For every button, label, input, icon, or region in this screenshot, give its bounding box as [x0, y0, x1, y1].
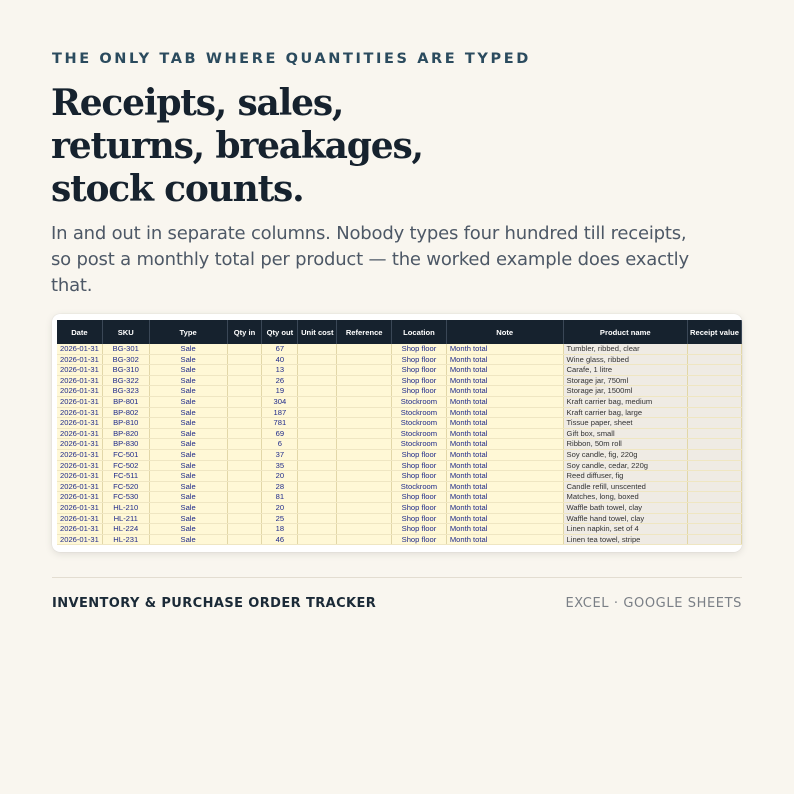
cell-note[interactable]: Month total: [446, 481, 563, 492]
cell-sku[interactable]: HL-210: [102, 502, 149, 513]
cell-unit-cost[interactable]: [298, 513, 337, 524]
cell-date[interactable]: 2026-01-31: [57, 481, 102, 492]
cell-receipt-value[interactable]: [687, 502, 741, 513]
column-header[interactable]: Location: [392, 320, 447, 344]
cell-date[interactable]: 2026-01-31: [57, 449, 102, 460]
table-row: [57, 396, 742, 407]
table-row: [57, 418, 742, 429]
headline-line-1: Receipts, sales,: [51, 82, 344, 124]
cell-unit-cost[interactable]: [298, 449, 337, 460]
cell-product[interactable]: Soy candle, fig, 220g: [563, 449, 687, 460]
cell-qty-in[interactable]: [227, 344, 262, 354]
cell-note[interactable]: Month total: [446, 386, 563, 397]
cell-date[interactable]: 2026-01-31: [57, 471, 102, 482]
cell-reference[interactable]: [337, 428, 392, 439]
cell-product[interactable]: Matches, long, boxed: [563, 492, 687, 503]
cell-product[interactable]: Tissue paper, sheet: [563, 418, 687, 429]
cell-note[interactable]: Month total: [446, 375, 563, 386]
headline: [51, 82, 671, 211]
cell-location[interactable]: Stockroom: [392, 396, 447, 407]
spreadsheet-preview: [52, 314, 742, 552]
cell-receipt-value[interactable]: [687, 396, 741, 407]
cell-location[interactable]: Shop floor: [392, 344, 447, 354]
eyebrow-label: THE ONLY TAB WHERE QUANTITIES ARE TYPED: [52, 51, 531, 67]
table-row: [57, 386, 742, 397]
cell-receipt-value[interactable]: [687, 344, 741, 354]
cell-receipt-value[interactable]: [687, 534, 741, 545]
cell-location[interactable]: Shop floor: [392, 365, 447, 376]
cell-qty-in[interactable]: [227, 460, 262, 471]
cell-sku[interactable]: BG-301: [102, 344, 149, 354]
cell-date[interactable]: 2026-01-31: [57, 418, 102, 429]
cell-receipt-value[interactable]: [687, 354, 741, 365]
cell-reference[interactable]: [337, 396, 392, 407]
cell-receipt-value[interactable]: [687, 439, 741, 450]
cell-reference[interactable]: [337, 375, 392, 386]
cell-note[interactable]: Month total: [446, 418, 563, 429]
cell-sku[interactable]: BP-801: [102, 396, 149, 407]
cell-date[interactable]: 2026-01-31: [57, 460, 102, 471]
cell-qty-out[interactable]: 69: [262, 428, 298, 439]
cell-qty-out[interactable]: 35: [262, 460, 298, 471]
cell-sku[interactable]: FC-501: [102, 449, 149, 460]
cell-sku[interactable]: BG-322: [102, 375, 149, 386]
cell-unit-cost[interactable]: [298, 344, 337, 354]
table-row: [57, 375, 742, 386]
cell-qty-in[interactable]: [227, 365, 262, 376]
cell-location[interactable]: Shop floor: [392, 513, 447, 524]
cell-receipt-value[interactable]: [687, 513, 741, 524]
headline-line-3: stock counts.: [51, 168, 304, 210]
cell-sku[interactable]: BG-323: [102, 386, 149, 397]
cell-date[interactable]: 2026-01-31: [57, 386, 102, 397]
cell-qty-in[interactable]: [227, 439, 262, 450]
cell-qty-in[interactable]: [227, 407, 262, 418]
cell-note[interactable]: Month total: [446, 502, 563, 513]
cell-date[interactable]: 2026-01-31: [57, 492, 102, 503]
cell-location[interactable]: Shop floor: [392, 471, 447, 482]
cell-note[interactable]: Month total: [446, 492, 563, 503]
cell-product[interactable]: Reed diffuser, fig: [563, 471, 687, 482]
cell-qty-out[interactable]: 46: [262, 534, 298, 545]
cell-type[interactable]: Sale: [149, 449, 227, 460]
table-row: [57, 449, 742, 460]
cell-reference[interactable]: [337, 534, 392, 545]
cell-note[interactable]: Month total: [446, 524, 563, 535]
cell-unit-cost[interactable]: [298, 375, 337, 386]
cell-sku[interactable]: BP-820: [102, 428, 149, 439]
cell-unit-cost[interactable]: [298, 386, 337, 397]
cell-receipt-value[interactable]: [687, 492, 741, 503]
cell-sku[interactable]: HL-211: [102, 513, 149, 524]
cell-note[interactable]: Month total: [446, 534, 563, 545]
cell-qty-out[interactable]: 67: [262, 344, 298, 354]
cell-sku[interactable]: BG-310: [102, 365, 149, 376]
cell-date[interactable]: 2026-01-31: [57, 365, 102, 376]
cell-product[interactable]: Tumbler, ribbed, clear: [563, 344, 687, 354]
cell-date[interactable]: 2026-01-31: [57, 439, 102, 450]
cell-date[interactable]: 2026-01-31: [57, 502, 102, 513]
cell-reference[interactable]: [337, 439, 392, 450]
cell-unit-cost[interactable]: [298, 354, 337, 365]
cell-receipt-value[interactable]: [687, 386, 741, 397]
cell-type[interactable]: Sale: [149, 396, 227, 407]
cell-sku[interactable]: FC-520: [102, 481, 149, 492]
cell-reference[interactable]: [337, 471, 392, 482]
cell-qty-out[interactable]: 20: [262, 471, 298, 482]
cell-type[interactable]: Sale: [149, 502, 227, 513]
cell-qty-in[interactable]: [227, 396, 262, 407]
cell-qty-in[interactable]: [227, 375, 262, 386]
cell-reference[interactable]: [337, 365, 392, 376]
cell-qty-in[interactable]: [227, 513, 262, 524]
cell-reference[interactable]: [337, 407, 392, 418]
cell-type[interactable]: Sale: [149, 460, 227, 471]
column-header[interactable]: Qty in: [227, 320, 262, 344]
cell-unit-cost[interactable]: [298, 407, 337, 418]
cell-date[interactable]: 2026-01-31: [57, 344, 102, 354]
column-header[interactable]: Note: [446, 320, 563, 344]
column-header[interactable]: Unit cost: [298, 320, 337, 344]
cell-location[interactable]: Stockroom: [392, 418, 447, 429]
cell-unit-cost[interactable]: [298, 428, 337, 439]
cell-type[interactable]: Sale: [149, 365, 227, 376]
table-row: [57, 365, 742, 376]
cell-location[interactable]: Shop floor: [392, 492, 447, 503]
cell-receipt-value[interactable]: [687, 375, 741, 386]
cell-reference[interactable]: [337, 386, 392, 397]
cell-product[interactable]: Ribbon, 50m roll: [563, 439, 687, 450]
cell-unit-cost[interactable]: [298, 418, 337, 429]
table-row: [57, 534, 742, 545]
cell-qty-out[interactable]: 781: [262, 418, 298, 429]
column-header[interactable]: Date: [57, 320, 102, 344]
cell-product[interactable]: Wine glass, ribbed: [563, 354, 687, 365]
cell-type[interactable]: Sale: [149, 481, 227, 492]
cell-qty-in[interactable]: [227, 481, 262, 492]
cell-type[interactable]: Sale: [149, 513, 227, 524]
cell-type[interactable]: Sale: [149, 534, 227, 545]
cell-type[interactable]: Sale: [149, 471, 227, 482]
cell-sku[interactable]: HL-231: [102, 534, 149, 545]
cell-product[interactable]: Storage jar, 750ml: [563, 375, 687, 386]
cell-reference[interactable]: [337, 502, 392, 513]
cell-location[interactable]: Shop floor: [392, 502, 447, 513]
cell-receipt-value[interactable]: [687, 524, 741, 535]
cell-unit-cost[interactable]: [298, 365, 337, 376]
cell-qty-in[interactable]: [227, 534, 262, 545]
cell-product[interactable]: Waffle hand towel, clay: [563, 513, 687, 524]
cell-note[interactable]: Month total: [446, 365, 563, 376]
cell-receipt-value[interactable]: [687, 481, 741, 492]
cell-type[interactable]: Sale: [149, 439, 227, 450]
cell-product[interactable]: Kraft carrier bag, large: [563, 407, 687, 418]
cell-date[interactable]: 2026-01-31: [57, 375, 102, 386]
cell-unit-cost[interactable]: [298, 492, 337, 503]
cell-date[interactable]: 2026-01-31: [57, 407, 102, 418]
transactions-table: [57, 320, 742, 545]
cell-location[interactable]: Shop floor: [392, 460, 447, 471]
column-header[interactable]: Receipt value: [687, 320, 741, 344]
column-header[interactable]: Product name: [563, 320, 687, 344]
cell-location[interactable]: Stockroom: [392, 439, 447, 450]
table-row: [57, 439, 742, 450]
cell-product[interactable]: Linen napkin, set of 4: [563, 524, 687, 535]
cell-sku[interactable]: HL-224: [102, 524, 149, 535]
cell-unit-cost[interactable]: [298, 481, 337, 492]
cell-qty-in[interactable]: [227, 492, 262, 503]
cell-receipt-value[interactable]: [687, 460, 741, 471]
cell-reference[interactable]: [337, 460, 392, 471]
cell-sku[interactable]: BP-802: [102, 407, 149, 418]
cell-qty-in[interactable]: [227, 524, 262, 535]
cell-reference[interactable]: [337, 481, 392, 492]
cell-qty-in[interactable]: [227, 418, 262, 429]
cell-reference[interactable]: [337, 449, 392, 460]
cell-location[interactable]: Stockroom: [392, 428, 447, 439]
cell-location[interactable]: Shop floor: [392, 354, 447, 365]
table-row: [57, 407, 742, 418]
table-row: [57, 471, 742, 482]
cell-type[interactable]: Sale: [149, 428, 227, 439]
table-body: [57, 344, 742, 545]
cell-note[interactable]: Month total: [446, 460, 563, 471]
cell-unit-cost[interactable]: [298, 396, 337, 407]
cell-sku[interactable]: FC-511: [102, 471, 149, 482]
cell-receipt-value[interactable]: [687, 471, 741, 482]
cell-receipt-value[interactable]: [687, 407, 741, 418]
cell-note[interactable]: Month total: [446, 354, 563, 365]
cell-sku[interactable]: FC-530: [102, 492, 149, 503]
footer-platforms: EXCEL · GOOGLE SHEETS: [565, 596, 742, 611]
column-header[interactable]: SKU: [102, 320, 149, 344]
cell-product[interactable]: Storage jar, 1500ml: [563, 386, 687, 397]
cell-sku[interactable]: BP-810: [102, 418, 149, 429]
cell-qty-in[interactable]: [227, 502, 262, 513]
cell-receipt-value[interactable]: [687, 365, 741, 376]
cell-sku[interactable]: BP-830: [102, 439, 149, 450]
cell-qty-out[interactable]: 28: [262, 481, 298, 492]
table-row: [57, 513, 742, 524]
cell-type[interactable]: Sale: [149, 375, 227, 386]
table-row: [57, 492, 742, 503]
cell-type[interactable]: Sale: [149, 492, 227, 503]
table-row: [57, 502, 742, 513]
cell-qty-out[interactable]: 304: [262, 396, 298, 407]
cell-note[interactable]: Month total: [446, 471, 563, 482]
cell-reference[interactable]: [337, 524, 392, 535]
cell-type[interactable]: Sale: [149, 524, 227, 535]
cell-unit-cost[interactable]: [298, 502, 337, 513]
cell-type[interactable]: Sale: [149, 407, 227, 418]
cell-product[interactable]: Linen tea towel, stripe: [563, 534, 687, 545]
cell-qty-in[interactable]: [227, 449, 262, 460]
cell-date[interactable]: 2026-01-31: [57, 354, 102, 365]
cell-qty-in[interactable]: [227, 386, 262, 397]
column-header[interactable]: Reference: [337, 320, 392, 344]
cell-qty-out[interactable]: 25: [262, 513, 298, 524]
table-row: [57, 524, 742, 535]
cell-qty-out[interactable]: 37: [262, 449, 298, 460]
cell-note[interactable]: Month total: [446, 449, 563, 460]
table-row: [57, 481, 742, 492]
table-row: [57, 344, 742, 354]
cell-reference[interactable]: [337, 344, 392, 354]
footer-product-name: INVENTORY & PURCHASE ORDER TRACKER: [52, 596, 377, 611]
cell-product[interactable]: Kraft carrier bag, medium: [563, 396, 687, 407]
cell-note[interactable]: Month total: [446, 344, 563, 354]
cell-location[interactable]: Shop floor: [392, 524, 447, 535]
cell-sku[interactable]: BG-302: [102, 354, 149, 365]
cell-qty-out[interactable]: 13: [262, 365, 298, 376]
cell-location[interactable]: Stockroom: [392, 481, 447, 492]
cell-product[interactable]: Gift box, small: [563, 428, 687, 439]
cell-location[interactable]: Shop floor: [392, 449, 447, 460]
cell-type[interactable]: Sale: [149, 386, 227, 397]
cell-date[interactable]: 2026-01-31: [57, 534, 102, 545]
cell-reference[interactable]: [337, 492, 392, 503]
cell-type[interactable]: Sale: [149, 354, 227, 365]
cell-product[interactable]: Carafe, 1 litre: [563, 365, 687, 376]
cell-qty-in[interactable]: [227, 428, 262, 439]
subheadline: In and out in separate columns. Nobody types four hundred till receipts, so post a monthly total per product — the worked example does exactly that.: [51, 223, 689, 296]
cell-qty-out[interactable]: 26: [262, 375, 298, 386]
table-row: [57, 428, 742, 439]
cell-qty-out[interactable]: 81: [262, 492, 298, 503]
cell-note[interactable]: Month total: [446, 513, 563, 524]
cell-location[interactable]: Stockroom: [392, 407, 447, 418]
cell-qty-out[interactable]: 20: [262, 502, 298, 513]
table-header-row: [57, 320, 742, 344]
cell-note[interactable]: Month total: [446, 396, 563, 407]
cell-unit-cost[interactable]: [298, 534, 337, 545]
cell-product[interactable]: Candle refill, unscented: [563, 481, 687, 492]
cell-type[interactable]: Sale: [149, 344, 227, 354]
cell-date[interactable]: 2026-01-31: [57, 396, 102, 407]
cell-unit-cost[interactable]: [298, 460, 337, 471]
cell-qty-out[interactable]: 187: [262, 407, 298, 418]
cell-date[interactable]: 2026-01-31: [57, 513, 102, 524]
cell-note[interactable]: Month total: [446, 407, 563, 418]
cell-reference[interactable]: [337, 418, 392, 429]
cell-product[interactable]: Waffle bath towel, clay: [563, 502, 687, 513]
cell-unit-cost[interactable]: [298, 439, 337, 450]
table-row: [57, 354, 742, 365]
cell-qty-out[interactable]: 19: [262, 386, 298, 397]
table-row: [57, 460, 742, 471]
cell-reference[interactable]: [337, 513, 392, 524]
cell-qty-out[interactable]: 18: [262, 524, 298, 535]
cell-date[interactable]: 2026-01-31: [57, 524, 102, 535]
cell-type[interactable]: Sale: [149, 418, 227, 429]
cell-location[interactable]: Shop floor: [392, 534, 447, 545]
cell-location[interactable]: Shop floor: [392, 386, 447, 397]
cell-note[interactable]: Month total: [446, 439, 563, 450]
cell-qty-in[interactable]: [227, 471, 262, 482]
cell-receipt-value[interactable]: [687, 428, 741, 439]
cell-receipt-value[interactable]: [687, 449, 741, 460]
cell-qty-in[interactable]: [227, 354, 262, 365]
cell-receipt-value[interactable]: [687, 418, 741, 429]
cell-unit-cost[interactable]: [298, 471, 337, 482]
cell-qty-out[interactable]: 6: [262, 439, 298, 450]
cell-sku[interactable]: FC-502: [102, 460, 149, 471]
column-header[interactable]: Type: [149, 320, 227, 344]
footer-divider: [52, 577, 742, 578]
headline-line-2: returns, breakages,: [51, 125, 423, 167]
cell-product[interactable]: Soy candle, cedar, 220g: [563, 460, 687, 471]
cell-reference[interactable]: [337, 354, 392, 365]
cell-unit-cost[interactable]: [298, 524, 337, 535]
cell-location[interactable]: Shop floor: [392, 375, 447, 386]
cell-note[interactable]: Month total: [446, 428, 563, 439]
column-header[interactable]: Qty out: [262, 320, 298, 344]
cell-qty-out[interactable]: 40: [262, 354, 298, 365]
cell-date[interactable]: 2026-01-31: [57, 428, 102, 439]
